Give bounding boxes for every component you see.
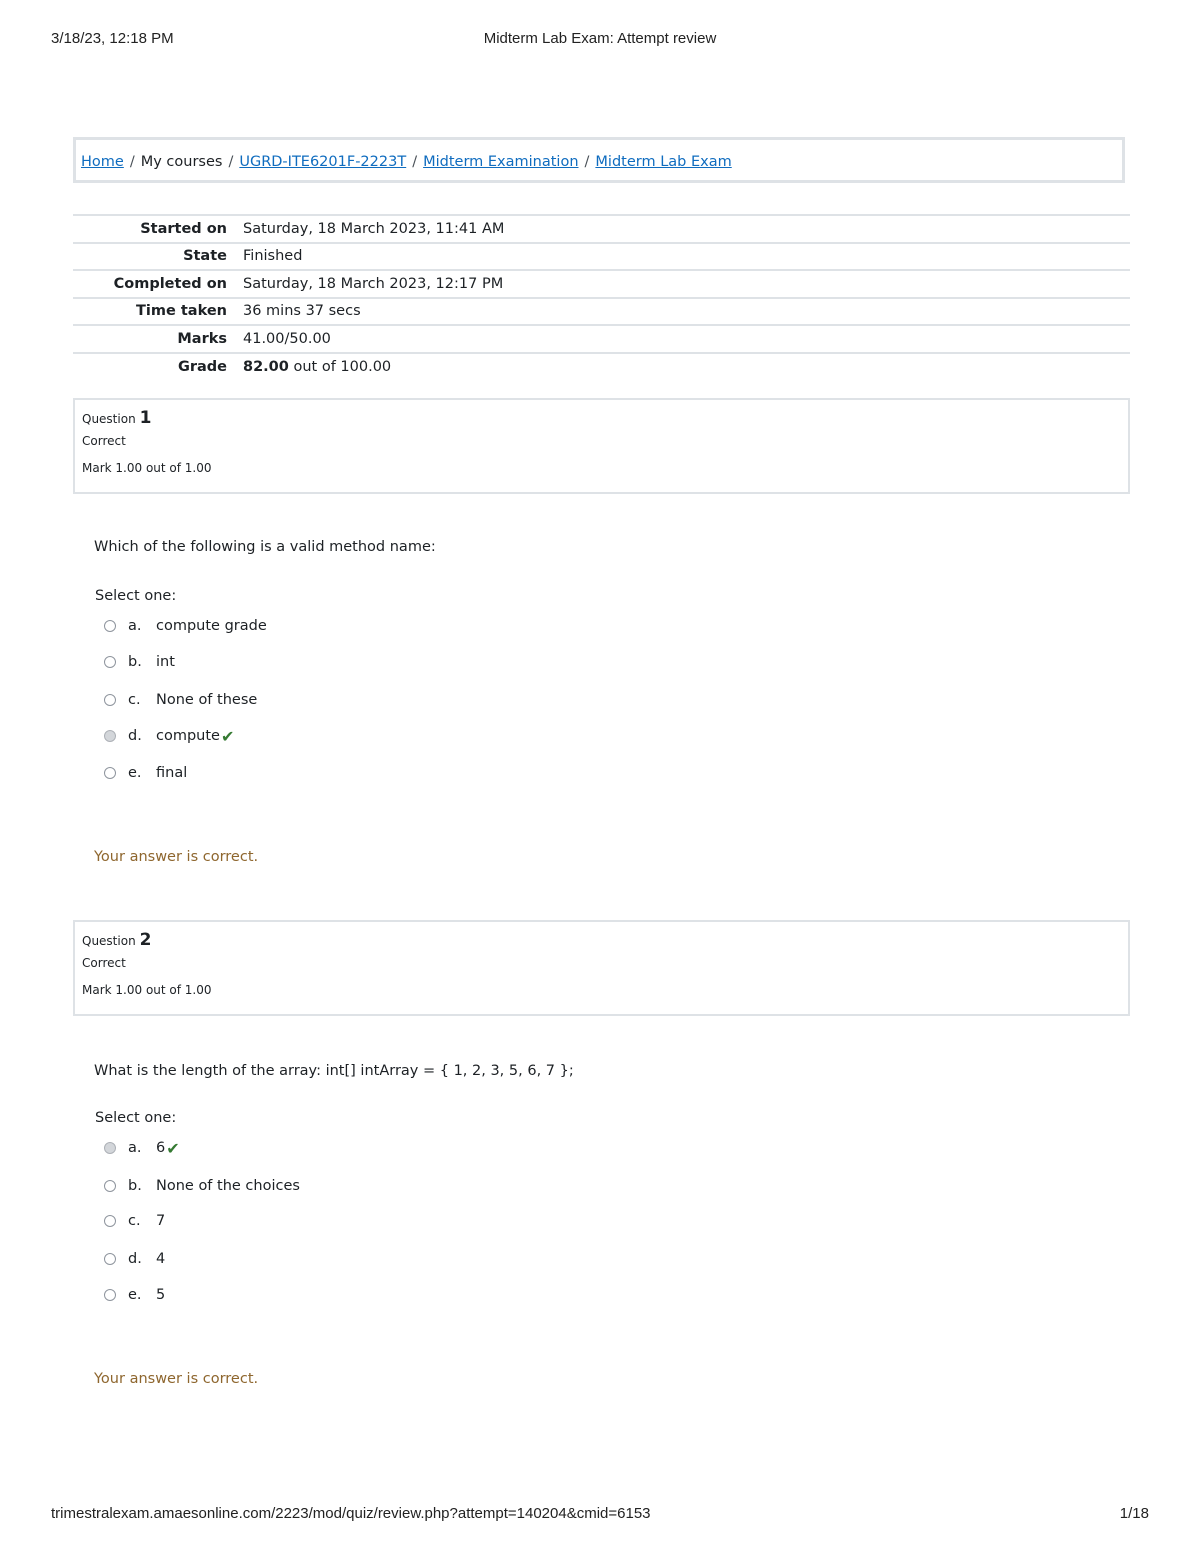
question-2-prompt: Select one: <box>95 1110 177 1126</box>
question-state: Correct <box>82 434 126 448</box>
option-text: None of these <box>156 692 258 708</box>
correct-check-icon: ✔ <box>220 726 235 746</box>
question-1-prompt: Select one: <box>95 588 177 604</box>
radio-button[interactable] <box>104 1289 116 1301</box>
summary-value <box>243 353 1130 381</box>
summary-row <box>73 270 1130 298</box>
summary-value: Saturday, 18 March 2023, 12:17 PM <box>243 275 504 292</box>
summary-row <box>73 298 1130 326</box>
option-letter: a. <box>128 618 142 634</box>
option-text: 7 <box>156 1213 166 1229</box>
option-letter: c. <box>128 1213 141 1229</box>
breadcrumb <box>73 137 1125 183</box>
question-2-info <box>73 920 1130 1016</box>
question-number-value: 2 <box>139 930 152 950</box>
answer-option[interactable] <box>104 1284 165 1306</box>
question-1-text: Which of the following is a valid method name: <box>94 539 436 555</box>
summary-value: 41.00/50.00 <box>243 330 331 347</box>
grade-value: 82.00 <box>243 358 289 375</box>
option-text: 4 <box>156 1251 166 1267</box>
summary-row <box>73 325 1130 353</box>
question-2-feedback: Your answer is correct. <box>94 1371 259 1387</box>
breadcrumb-separator: / <box>412 154 418 170</box>
summary-label: Marks <box>177 330 227 347</box>
summary-label: Completed on <box>113 275 227 292</box>
answer-option[interactable] <box>104 762 187 784</box>
option-text: compute grade <box>156 618 267 634</box>
option-letter: e. <box>128 1287 142 1303</box>
radio-button[interactable] <box>104 767 116 779</box>
question-number <box>82 930 1128 950</box>
summary-label: Time taken <box>136 303 227 320</box>
answer-option[interactable] <box>104 1175 300 1197</box>
option-letter: d. <box>128 1251 142 1267</box>
print-footer <box>51 1505 1149 1525</box>
radio-button[interactable] <box>104 1215 116 1227</box>
option-letter: c. <box>128 692 141 708</box>
radio-button-selected[interactable] <box>104 730 116 742</box>
option-text: 6 <box>156 1140 166 1156</box>
answer-option[interactable] <box>104 689 257 711</box>
answer-option[interactable] <box>104 615 267 637</box>
answer-option[interactable] <box>104 1137 180 1159</box>
question-1-info <box>73 398 1130 494</box>
answer-option[interactable] <box>104 1248 165 1270</box>
breadcrumb-separator: / <box>129 154 135 170</box>
answer-option[interactable] <box>104 1210 165 1232</box>
option-letter: b. <box>128 1178 142 1194</box>
radio-button[interactable] <box>104 1253 116 1265</box>
answer-option[interactable] <box>104 725 234 747</box>
summary-row <box>73 215 1130 243</box>
summary-value: Saturday, 18 March 2023, 11:41 AM <box>243 220 505 237</box>
answer-option[interactable] <box>104 651 175 673</box>
radio-button-selected[interactable] <box>104 1142 116 1154</box>
option-letter: e. <box>128 765 142 781</box>
print-date: 3/18/23, 12:18 PM <box>51 30 174 47</box>
summary-row <box>73 353 1130 381</box>
question-grade: Mark 1.00 out of 1.00 <box>82 983 212 997</box>
summary-row <box>73 243 1130 271</box>
radio-button[interactable] <box>104 694 116 706</box>
breadcrumb-course-link[interactable]: UGRD-ITE6201F-2223T <box>239 154 407 170</box>
print-page-number: 1/18 <box>1119 1505 1149 1522</box>
question-number <box>82 408 1128 428</box>
summary-value: 36 mins 37 secs <box>243 303 361 320</box>
option-letter: b. <box>128 654 142 670</box>
question-state: Correct <box>82 956 126 970</box>
radio-button[interactable] <box>104 620 116 632</box>
question-2-text: What is the length of the array: int[] intArray = { 1, 2, 3, 5, 6, 7 }; <box>94 1063 574 1079</box>
option-text: compute <box>156 728 220 744</box>
option-letter: d. <box>128 728 142 744</box>
question-grade: Mark 1.00 out of 1.00 <box>82 461 212 475</box>
breadcrumb-my-courses: My courses <box>140 154 223 170</box>
option-text: None of the choices <box>156 1178 300 1194</box>
print-header <box>51 30 1149 50</box>
summary-value: Finished <box>243 248 303 265</box>
radio-button[interactable] <box>104 656 116 668</box>
option-text: 5 <box>156 1287 166 1303</box>
grade-out-of: out of 100.00 <box>288 358 392 375</box>
option-text: int <box>156 654 175 670</box>
breadcrumb-home-link[interactable]: Home <box>81 154 124 170</box>
print-title: Midterm Lab Exam: Attempt review <box>483 30 717 47</box>
question-1-feedback: Your answer is correct. <box>94 849 259 865</box>
summary-label: State <box>183 248 227 265</box>
option-text: final <box>156 765 188 781</box>
print-url: trimestralexam.amaesonline.com/2223/mod/quiz/review.php?attempt=140204&cmid=6153 <box>51 1505 651 1522</box>
breadcrumb-separator: / <box>228 154 234 170</box>
question-label: Question <box>82 934 136 948</box>
summary-label: Started on <box>140 220 227 237</box>
summary-label: Grade <box>177 358 227 375</box>
breadcrumb-section-link[interactable]: Midterm Examination <box>423 154 579 170</box>
attempt-summary-table <box>73 214 1130 380</box>
option-letter: a. <box>128 1140 142 1156</box>
correct-check-icon: ✔ <box>166 1138 180 1158</box>
question-number-value: 1 <box>139 408 152 428</box>
radio-button[interactable] <box>104 1180 116 1192</box>
breadcrumb-quiz-link[interactable]: Midterm Lab Exam <box>595 154 732 170</box>
breadcrumb-separator: / <box>584 154 590 170</box>
question-label: Question <box>82 412 136 426</box>
